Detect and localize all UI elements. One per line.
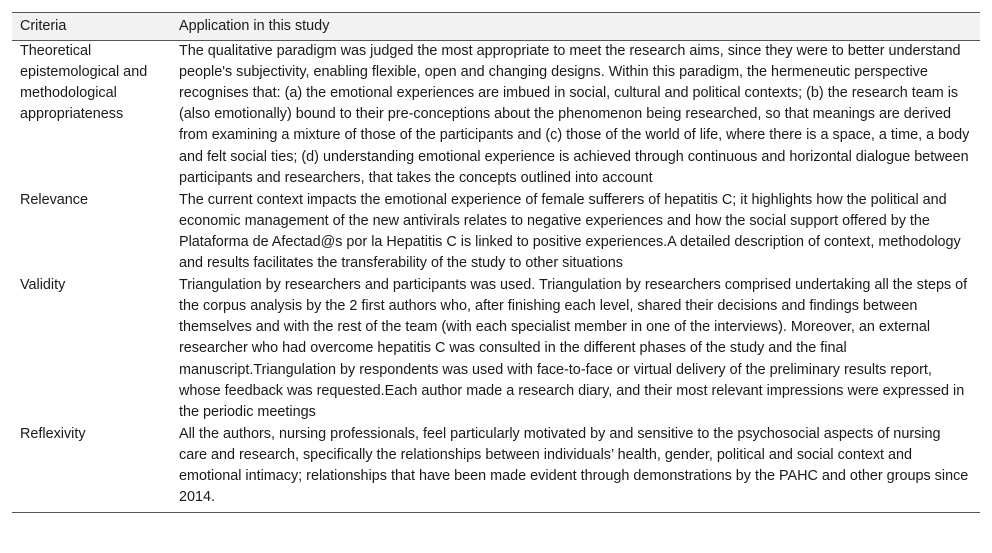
table-row [12,275,980,424]
row-application: The qualitative paradigm was judged the most appropriate to meet the research aims, since they were to better understand people's subjectivity, enabling flexible, open and changing designs. Within this paradigm, the hermeneutic perspective recognises that: (a) the emotional experiences are imbued in social, cultural and political contexts; (b) the research team is (also emotionally) bound to their pre-conceptions about the phenomenon being researched, so that meanings are derived from examining a mixture of those of the participants and (c) those of the world of life, where there is a space, a time, a body and felt social ties; (d) understanding emotional experience is achieved through continuous and horizontal dialogue between participants and researchers, that takes the concepts outlined into account [179,43,970,186]
row-criteria: Reflexivity [12,424,171,513]
criteria-table-container [12,12,980,513]
row-application: The current context impacts the emotional experience of female sufferers of hepatitis C; it highlights how the political and economic management of the new antivirals relates to negative experiences and how the social support offered by the Plataforma de Afectad@s por la Hepatitis C is linked to positive experiences.A detailed description of context, methodology and results facilitates the transferability of the study to other situations [179,191,961,272]
header-criteria: Criteria [12,13,171,41]
table-row [12,190,980,275]
row-criteria: Validity [20,277,66,294]
header-row [12,13,980,41]
table-row [12,41,980,190]
row-application: All the authors, nursing professionals, feel particularly motivated by and sensitive to the psychosocial aspects of nursing care and research, specifically the relationships between individuals’ health, gender, political and social context and emotional intimacy; relationships that have been made evident through demonstrations by the PAHC and other groups since 2014. [171,424,980,513]
row-criteria: Theoretical epistemological and methodological appropriateness [20,43,148,123]
header-application: Application in this study [171,13,980,41]
criteria-table [12,12,980,513]
row-application: Triangulation by researchers and participants was used. Triangulation by researchers comprised undertaking all the steps of the corpus analysis by the 2 first authors who, after finishing each level, shared their decisions and findings between themselves and with the rest of the team (with each specialist member in one of the interviews). Moreover, an external researcher who had overcome hepatitis C was consulted in the different phases of the study and the final manuscript.Triangulation by respondents was used with face-to-face or virtual delivery of the preliminary results report, whose feedback was requested.Each author made a research diary, and their most relevant impressions were expressed in the periodic meetings [179,277,968,420]
row-criteria: Relevance [20,191,88,208]
table-row [12,424,980,513]
table-body [12,41,980,513]
table-header [12,13,980,41]
